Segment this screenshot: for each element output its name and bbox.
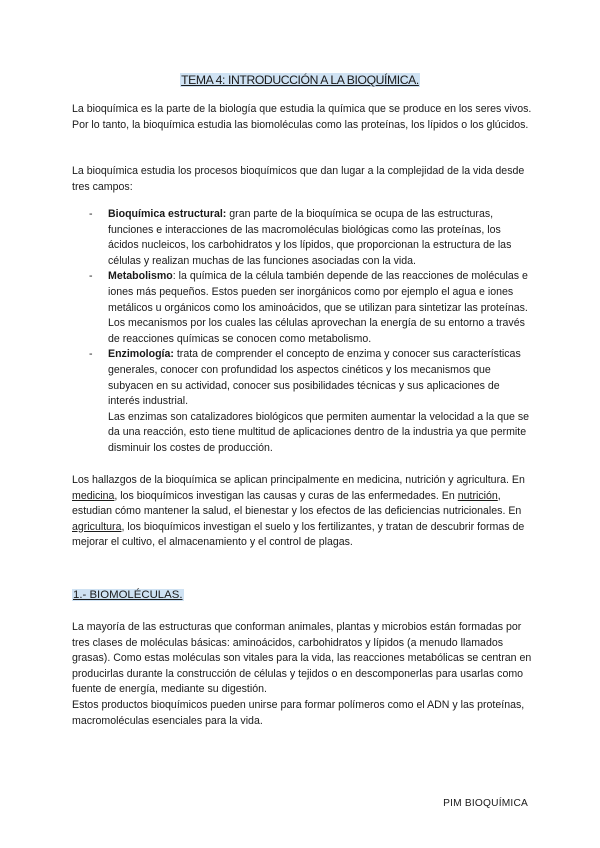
biomoleculas-paragraph: [72, 620, 532, 729]
intro-paragraph-1: [72, 102, 532, 133]
biomoleculas-paragraph-1: La mayoría de las estructuras que conforman animales, plantas y microbios están formadas por tres clases de moléculas básicas: aminoácidos, carbohidratos y lípidos (a menudo llamados grasas). Como estas moléculas son vitales para la vida, las reacciones metabólicas se centran en producirlas durante la construcción de células y tejidos o en descomponerlas para usarlas como fuente de energía, mediante su digestión.: [72, 621, 532, 696]
list-item-term: Enzimología:: [108, 348, 174, 361]
keyword-medicina: medicina: [72, 489, 115, 502]
list-item-extra: Los mecanismos por los cuales las células aprovechan la energía de su entorno a través de reacciones químicas se conocen como metabolismo.: [108, 317, 525, 345]
page-footer: PIM BIOQUÍMICA: [443, 798, 528, 809]
list-item-extra: Las enzimas son catalizadores biológicos que permiten aumentar la velocidad a la que se da una reacción, esto tiene multitud de aplicaciones dentro de la industria ya que permite disminuir los costes de producción.: [108, 410, 530, 454]
list-item-metabolismo: [72, 269, 532, 347]
intro-paragraph-2-text: La bioquímica estudia los procesos bioquímicos que dan lugar a la complejidad de la vida desde tres campos:: [72, 165, 525, 193]
section-heading-text: 1.- BIOMOLÉCULAS.: [73, 589, 183, 601]
list-item-enzimologia: [72, 347, 532, 456]
section-heading-biomoleculas: [72, 588, 184, 603]
list-dash: -: [89, 208, 93, 220]
page-title: [0, 72, 600, 88]
biomoleculas-paragraph-2: Estos productos bioquímicos pueden unirse para formar polímeros como el ADN y las proteínas, macromoléculas esenciales para la vida.: [72, 698, 525, 727]
hallazgos-paragraph-text: [72, 473, 532, 551]
hallazgos-text-2: , los bioquímicos investigan las causas y curas de las enfermedades. En: [114, 489, 458, 502]
list-item-text: : la química de la célula también depende de las reacciones de moléculas e iones más pequeños. Estos pueden ser inorgánicos como por ejemplo el agua e iones metálicos u orgánicos como los aminoácidos, que se utilizan para sintetizar las proteínas.: [108, 270, 528, 314]
hallazgos-text-3: , estudian cómo mantener la salud, el bienestar y los efectos de las deficiencias nutricionales. En: [72, 489, 522, 518]
list-item-term: Bioquímica estructural:: [108, 208, 227, 220]
list-dash: -: [89, 270, 93, 283]
fields-list: [72, 207, 532, 457]
hallazgos-text-1: Los hallazgos de la bioquímica se aplican principalmente en medicina, nutrición y agricultura. En: [72, 474, 525, 486]
list-item-text: trata de comprender el concepto de enzima y conocer sus características generales, conocer con profundidad los aspectos cinéticos y los mecanismos que subyacen en su actividad, conocer sus posibilidades técnicas y sus aplicaciones de interés industrial.: [108, 348, 521, 408]
intro-paragraph-2: [72, 164, 532, 195]
list-item-text: gran parte de la bioquímica se ocupa de las estructuras, funciones e interacciones de las macromoléculas biológicas como las proteínas, los ácidos nucleicos, los carbohidratos y los lípidos, que proporcionan la estructura de las células y realizan muchas de las funciones asociadas con la vida.: [108, 208, 512, 267]
hallazgos-text-4: , los bioquímicos investigan el suelo y los fertilizantes, y tratan de descubrir formas de mejorar el cultivo, el almacenamiento y el control de plagas.: [72, 520, 525, 549]
intro-paragraph-1-text: La bioquímica es la parte de la biología que estudia la química que se produce en los seres vivos. Por lo tanto, la bioquímica estudia las biomoléculas como las proteínas, los lípidos o los glúcidos.: [72, 103, 532, 131]
keyword-agricultura: agricultura: [72, 520, 122, 533]
hallazgos-paragraph: [72, 473, 532, 551]
list-item-bioquimica-estructural: [72, 207, 532, 269]
list-dash: -: [89, 348, 93, 361]
list-item-term: Metabolismo: [108, 270, 173, 283]
page-title-text: TEMA 4: INTRODUCCIÓN A LA BIOQUÍMICA.: [181, 73, 419, 87]
keyword-nutricion: nutrición: [457, 489, 498, 502]
